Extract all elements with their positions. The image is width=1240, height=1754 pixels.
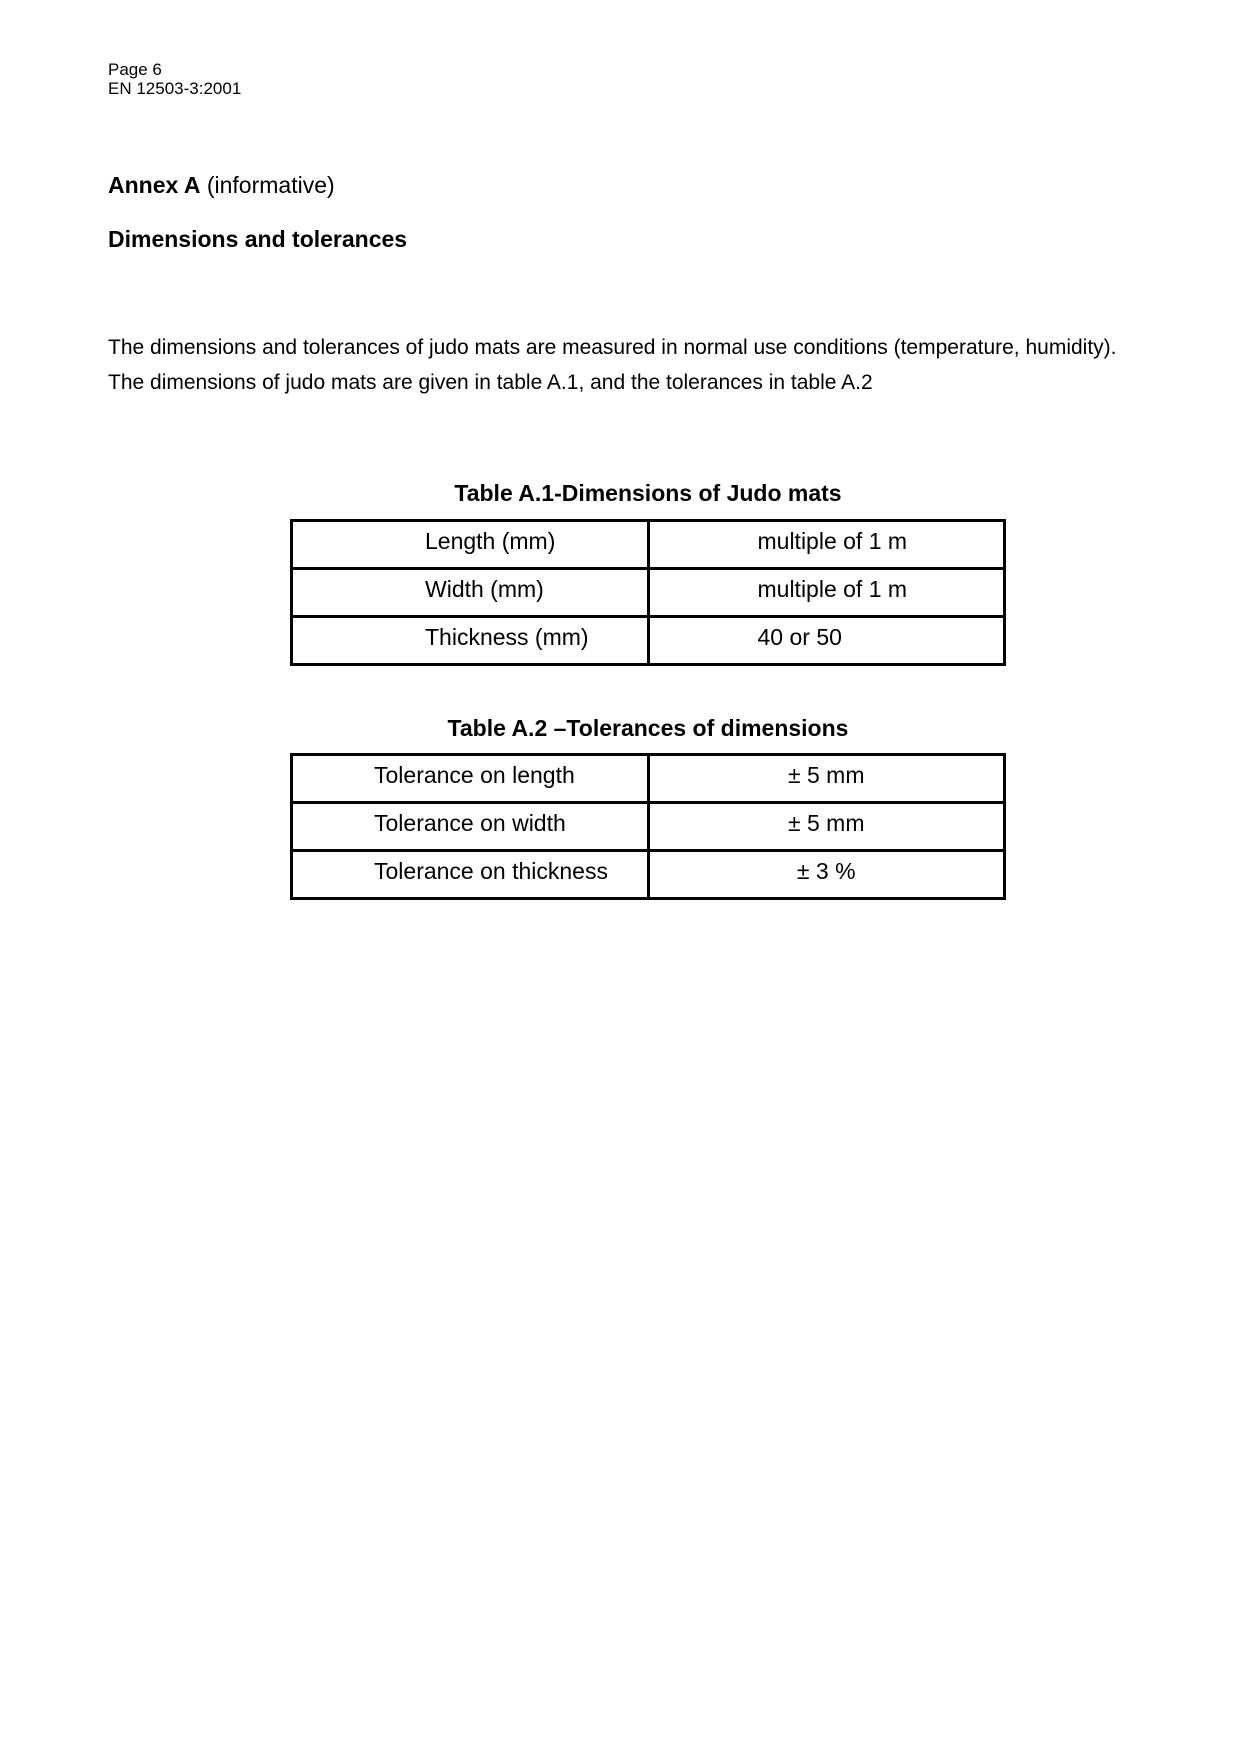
section-title: Dimensions and tolerances [108,226,408,252]
cell-text: multiple of 1 m [757,528,908,554]
table-row [292,617,1005,665]
table-cell [292,569,649,617]
table-row [292,851,1005,899]
body-text [108,330,1148,400]
cell-text: 40 or 50 [757,624,842,650]
cell-text: Thickness (mm) [425,624,589,650]
table-cell [648,617,1005,665]
table-row [292,521,1005,569]
table-cell [292,617,649,665]
standard-id: EN 12503-3:2001 [108,79,242,98]
table-cell [648,755,1005,803]
table-row [292,803,1005,851]
table-cell [292,755,649,803]
table-cell [648,803,1005,851]
table-cell [292,521,649,569]
table-a2-caption: Table A.2 –Tolerances of dimensions [447,715,849,741]
cell-text: Tolerance on width [374,810,566,836]
page-header [108,60,241,98]
annex-label: Annex A [108,172,201,198]
paragraph: The dimensions of judo mats are given in table A.1, and the tolerances in table A.2 [108,371,873,394]
table-row [292,569,1005,617]
cell-text: Tolerance on length [374,762,575,788]
table-cell [292,803,649,851]
table-a1-dimensions [290,519,1006,666]
cell-text: ± 5 mm [787,762,865,788]
annex-heading [108,172,335,199]
annex-qualifier: (informative) [206,172,335,198]
cell-text: ± 5 mm [787,810,865,836]
table-a2-tolerances [290,753,1006,900]
table-cell [648,851,1005,899]
table-cell [648,569,1005,617]
table-a1-caption: Table A.1-Dimensions of Judo mats [454,480,842,506]
cell-text: ± 3 % [796,858,856,884]
table-cell [292,851,649,899]
cell-text: Tolerance on thickness [374,858,608,884]
paragraph: The dimensions and tolerances of judo mats are measured in normal use conditions (temperature, humidity). [108,336,1117,359]
table-row [292,755,1005,803]
page-number: Page 6 [108,60,162,79]
table-cell [648,521,1005,569]
cell-text: multiple of 1 m [757,576,908,602]
cell-text: Length (mm) [425,528,556,554]
cell-text: Width (mm) [425,576,544,602]
